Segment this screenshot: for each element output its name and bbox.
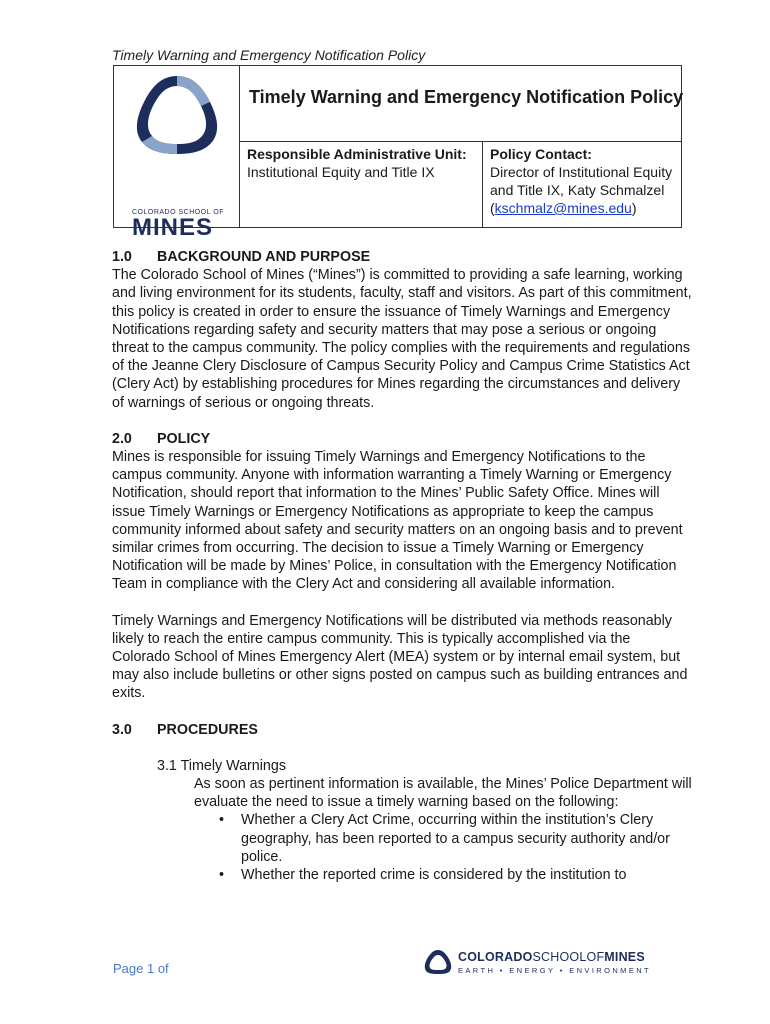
subsection-3-1-body: As soon as pertinent information is available, the Mines’ Police Department will evaluate the need to issue a timely warning based on the following: bbox=[194, 776, 692, 811]
logo-small-text: COLORADO SCHOOL OF bbox=[132, 209, 224, 216]
contact-paren-open: ( bbox=[490, 200, 495, 216]
section-2-number: 2.0 bbox=[112, 430, 132, 447]
section-2-paragraph-2: Timely Warnings and Emergency Notifications will be distributed via methods reasonably likely to reach the entire campus community. This is typically accomplished via the Colorado School of Mines Emergency Alert (MEA) system or by internal email system, but may also include bulletins or other signs posted on campus such as building entrances and exits. bbox=[112, 612, 688, 702]
section-1-heading bbox=[112, 248, 692, 266]
contact-line-1: Director of Institutional Equity bbox=[490, 164, 673, 180]
contact-label: Policy Contact: bbox=[490, 146, 592, 162]
logo-mines-text: MINES bbox=[132, 214, 214, 241]
section-1-number: 1.0 bbox=[112, 249, 132, 265]
contact-email-link[interactable]: kschmalz@mines.edu bbox=[494, 200, 632, 216]
subsection-3-1-title: 3.1 Timely Warnings bbox=[157, 757, 286, 774]
mines-triangle-logo-icon bbox=[132, 72, 222, 156]
contact-cell bbox=[483, 141, 681, 227]
unit-cell bbox=[239, 141, 483, 227]
footer-tagline: EARTH • ENERGY • ENVIRONMENT bbox=[458, 966, 652, 975]
footer-brand-school: SCHOOL bbox=[532, 950, 587, 964]
footer-brand-colorado: COLORADO bbox=[458, 950, 533, 964]
policy-header-table bbox=[113, 65, 684, 241]
list-item: • Whether the reported crime is considered by the institution to bbox=[241, 866, 692, 884]
footer-triangle-logo-icon bbox=[424, 949, 452, 975]
page-number: Page 1 of bbox=[113, 961, 169, 976]
criteria-list bbox=[112, 811, 692, 884]
section-2-heading bbox=[112, 430, 692, 448]
section-1-body: The Colorado School of Mines (“Mines”) is committed to providing a safe learning, working and living environment for its students, faculty, staff and visitors. As part of this commitment, this policy is created in order to ensure the issuance of Timely Warnings and Emergency Notifications regarding safety and security matters that may pose a serious or ongoing threat to the campus community. The policy complies with the requirements and regulations of the Jeanne Clery Disclosure of Campus Security Policy and Campus Crime Statistics Act (Clery Act) by establishing procedures for Mines regarding the circumstances and delivery of warnings of serious or ongoing threats. bbox=[112, 267, 692, 411]
title-cell bbox=[239, 66, 684, 142]
footer-brand-mines: MINES bbox=[604, 950, 645, 964]
unit-value: Institutional Equity and Title IX bbox=[247, 164, 435, 180]
section-2-title: POLICY bbox=[157, 430, 211, 447]
section-3-heading bbox=[112, 721, 692, 739]
policy-body bbox=[112, 248, 692, 884]
logo-cell bbox=[114, 66, 240, 241]
contact-email-line bbox=[490, 199, 681, 217]
section-3-number: 3.0 bbox=[112, 721, 132, 738]
contact-line-2: and Title IX, Katy Schmalzel bbox=[490, 182, 665, 198]
section-3-title: PROCEDURES bbox=[157, 721, 258, 738]
footer-brand-text bbox=[458, 950, 645, 964]
section-1-title: BACKGROUND AND PURPOSE bbox=[157, 249, 371, 265]
unit-label: Responsible Administrative Unit: bbox=[247, 146, 467, 162]
contact-paren-close: ) bbox=[631, 200, 637, 216]
running-header: Timely Warning and Emergency Notification Policy bbox=[112, 47, 426, 63]
footer-brand-of: OF bbox=[586, 950, 605, 964]
policy-title: Timely Warning and Emergency Notification Policy bbox=[249, 87, 684, 107]
list-item: • Whether a Clery Act Crime, occurring within the institution’s Clery geography, has been reported to a campus security authority and/or police. bbox=[241, 811, 692, 866]
section-2-paragraph-1: Mines is responsible for issuing Timely Warnings and Emergency Notifications to the campus community. Anyone with information warranting a Timely Warning or Emergency Notification, should report that information to the Mines’ Public Safety Office. Mines will issue Timely Warnings or Emergency Notifications as appropriate to keep the campus community informed about safety and security matters on an ongoing basis and to prevent similar crimes from occurring. The decision to issue a Timely Warning or Emergency Notification will be made by Mines’ Police, in consultation with the Emergency Notification Team in compliance with the Clery Act and considering all available information. bbox=[112, 449, 683, 593]
